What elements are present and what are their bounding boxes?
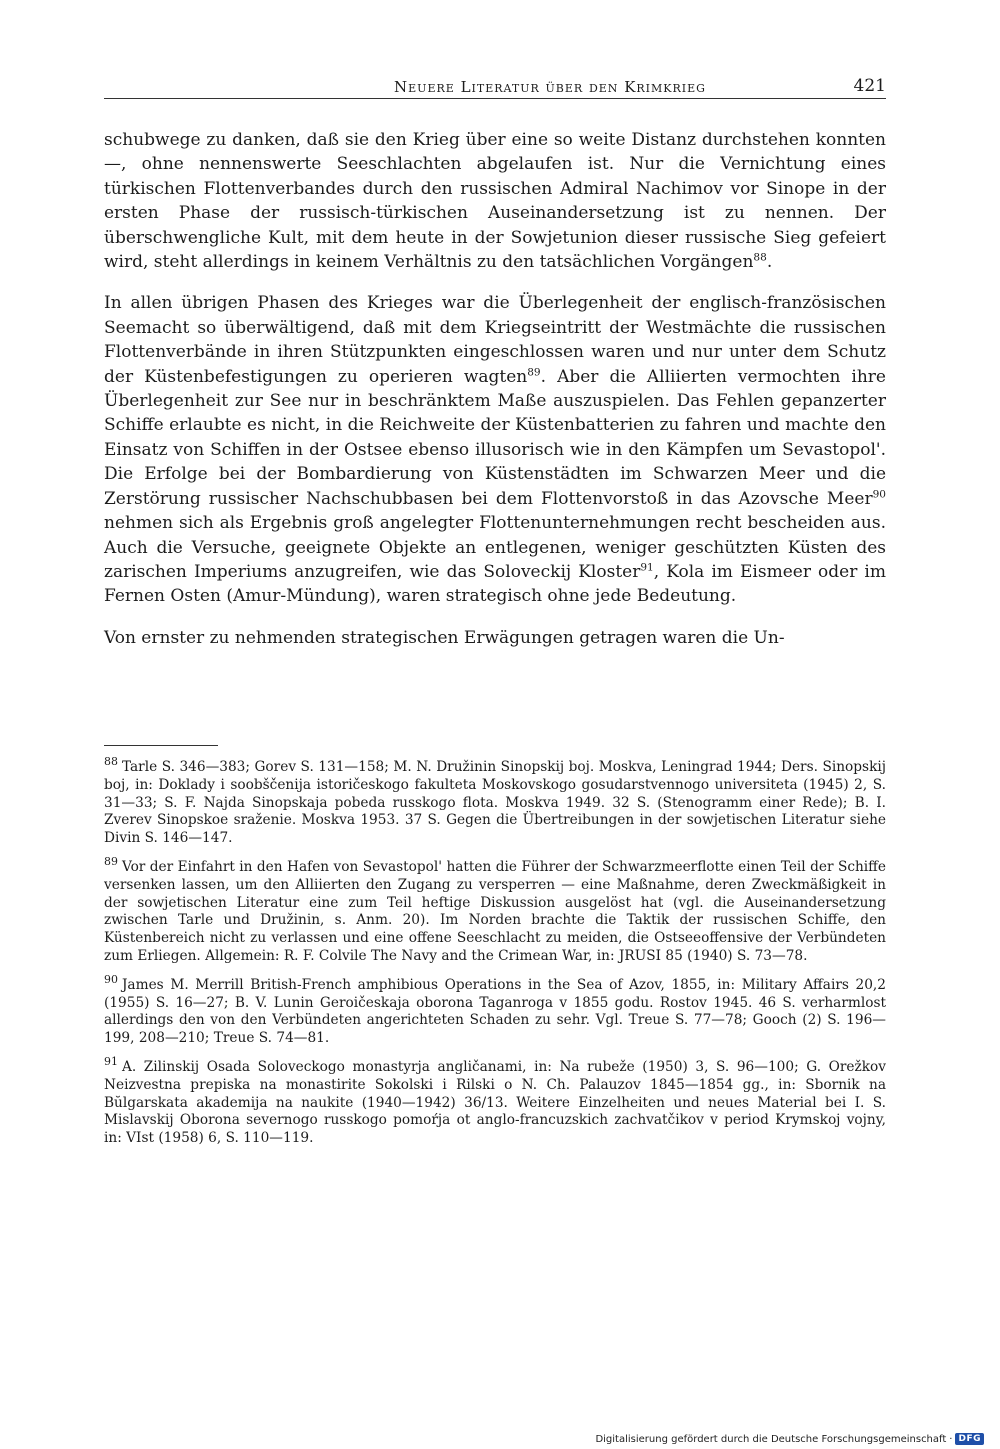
- credit-separator: ·: [949, 1433, 953, 1445]
- paragraph-2-part-c: nehmen sich als Ergebnis groß angelegter Flottenunternehmungen recht bescheiden aus. Auch die Versuche, geeignete Objekte an entlegenen, weniger geschützten Küsten des zarischen Imperiums anzugreifen, wie das Soloveckij Kloster: [104, 513, 886, 582]
- footnote-88: [104, 755, 886, 848]
- digitization-credit: [595, 1432, 984, 1446]
- credit-text: Digitalisierung gefördert durch die Deutsche Forschungsgemeinschaft: [595, 1433, 947, 1445]
- footnote-ref-91: 91: [640, 561, 654, 574]
- dfg-logo-icon: DFG: [955, 1433, 984, 1445]
- footnote-number: 88: [104, 755, 118, 769]
- footnote-text: James M. Merrill British-French amphibious Operations in the Sea of Azov, 1855, in: Military Affairs 20,2 (1955) S. 16—27; B. V. Lunin Geroičeskaja oborona Taganroga v 1855 godu. Rostov 1945. 46 S. verharmlost allerdings den von den Verbündeten angerichteten Schaden zu sehr. Vgl. Treue S. 77—78; Gooch (2) S. 196—199, 208—210; Treue S. 74—81.: [104, 976, 886, 1047]
- paragraph-1-text: schubwege zu danken, daß sie den Krieg über eine so weite Distanz durchstehen konnten —, ohne nennenswerte Seeschlachten abgelaufen ist. Nur die Vernichtung eines türkischen Flottenverbandes durch den russischen Admiral Nachimov vor Sinope in der ersten Phase der russisch-türkischen Auseinandersetzung ist zu nennen. Der überschwengliche Kult, mit dem heute in der Sowjetunion dieser russische Sieg gefeiert wird, steht allerdings in keinem Verhältnis zu den tatsächlichen Vorgängen: [104, 130, 886, 273]
- footnote-ref-89: 89: [527, 366, 541, 378]
- footnote-number: 90: [104, 973, 118, 987]
- footnote-90: [104, 973, 886, 1048]
- footnote-text: A. Zilinskij Osada Soloveckogo monastyrja angličanami, in: Na rubeže (1950) 3, S. 96—100; G. Orežkov Neizvestna prepiska na monastirite Sokolski i Rilski o N. Ch. Palauzov 1845—1854 gg., in: Sbornik na Bŭlgarskata akademija na naukite (1940—1942) 36/13. Weitere Einzelheiten und neues Material bei I. S. Mislavskij Oborona severnogo russkogo pomoŕja ot anglo-francuzskich zachvatčikov v period Krymskoj vojny, in: VIst (1958) 6, S. 110—119.: [104, 1058, 886, 1147]
- paragraph-2-part-b: . Aber die Alliierten vermochten ihre Überlegenheit zur See nur in beschränktem Maße auszuspielen. Das Fehlen gepanzerter Schiffe erlaubte es nicht, in die Reichweite der Küstenbatterien zu fahren und machte den Einsatz von Schiffen in der Ostsee ebenso illusorisch wie in den Kämpfen um Sevastopol'. Die Erfolge bei der Bombardierung von Küstenstädten im Schwarzen Meer und die Zerstörung russischer Nachschubbasen bei dem Flottenvorstoß in das Azovsche Meer: [104, 366, 886, 509]
- footnote-number: 91: [104, 1055, 118, 1069]
- footnote-text: Vor der Einfahrt in den Hafen von Sevastopol' hatten die Führer der Schwarzmeerflotte einen Teil der Schiffe versenken lassen, um den Alliierten den Zugang zu versperren — eine Maßnahme, deren Zweckmäßigkeit in der sowjetischen Literatur eine zum Teil heftige Diskussion ausgelöst hat (vgl. die Auseinandersetzung zwischen Tarle und Družinin, s. Anm. 20). Im Norden brachte die Taktik der russischen Schiffe, den Küstenbereich nicht zu verlassen und eine offene Seeschlacht zu meiden, die Ostseeoffensive der Verbündeten zum Erliegen. Allgemein: R. F. Colvile The Navy and the Crimean War, in: JRUSI 85 (1940) S. 73—78.: [104, 858, 886, 964]
- running-title: Neuere Literatur über den Krimkrieg: [394, 78, 706, 96]
- paragraph-1-tail: .: [766, 252, 773, 273]
- footnote-separator: [104, 745, 218, 746]
- paragraph-2: [104, 291, 886, 608]
- footnote-ref-90: 90: [872, 488, 886, 501]
- paragraph-1: [104, 128, 886, 274]
- footnote-number: 89: [104, 855, 118, 869]
- footnote-89: [104, 855, 886, 966]
- paragraph-2-part-a: In allen übrigen Phasen des Krieges war die Überlegenheit der englisch-französischen Seemacht so überwältigend, daß mit dem Kriegseintritt der Westmächte die russischen Flottenverbände in ihren Stützpunkten eingeschlossen waren und nur unter dem Schutz der Küstenbefestigungen zu operieren wagten: [104, 293, 886, 387]
- body-text: [104, 128, 886, 650]
- footnote-ref-88: 88: [753, 251, 767, 264]
- running-header: [104, 76, 886, 99]
- paragraph-3: Von ernster zu nehmenden strategischen Erwägungen getragen waren die Un-: [104, 627, 785, 648]
- page-number: 421: [853, 76, 886, 96]
- footnote-text: Tarle S. 346—383; Gorev S. 131—158; M. N. Družinin Sinopskij boj. Moskva, Leningrad 1944; Ders. Sinopskij boj, in: Doklady i soobščenija istoričeskogo fakulteta Moskovskogo gosudarstvennogo universiteta (1945) 2, S. 31—33; S. F. Najda Sinopskaja pobeda russkogo flota. Moskva 1949. 32 S. (Stenogramm einer Rede); B. I. Zverev Sinopskoe sraženie. Moskva 1953. 37 S. Gegen die Übertreibungen in der sowjetischen Literatur siehe Divin S. 146—147.: [104, 759, 886, 847]
- footnote-91: [104, 1055, 886, 1148]
- paragraph-2-part-d: , Kola im Eismeer oder im Fernen Osten (Amur-Mündung), waren strategisch ohne jede Bedeutung.: [104, 561, 886, 607]
- footnotes: [104, 755, 886, 1148]
